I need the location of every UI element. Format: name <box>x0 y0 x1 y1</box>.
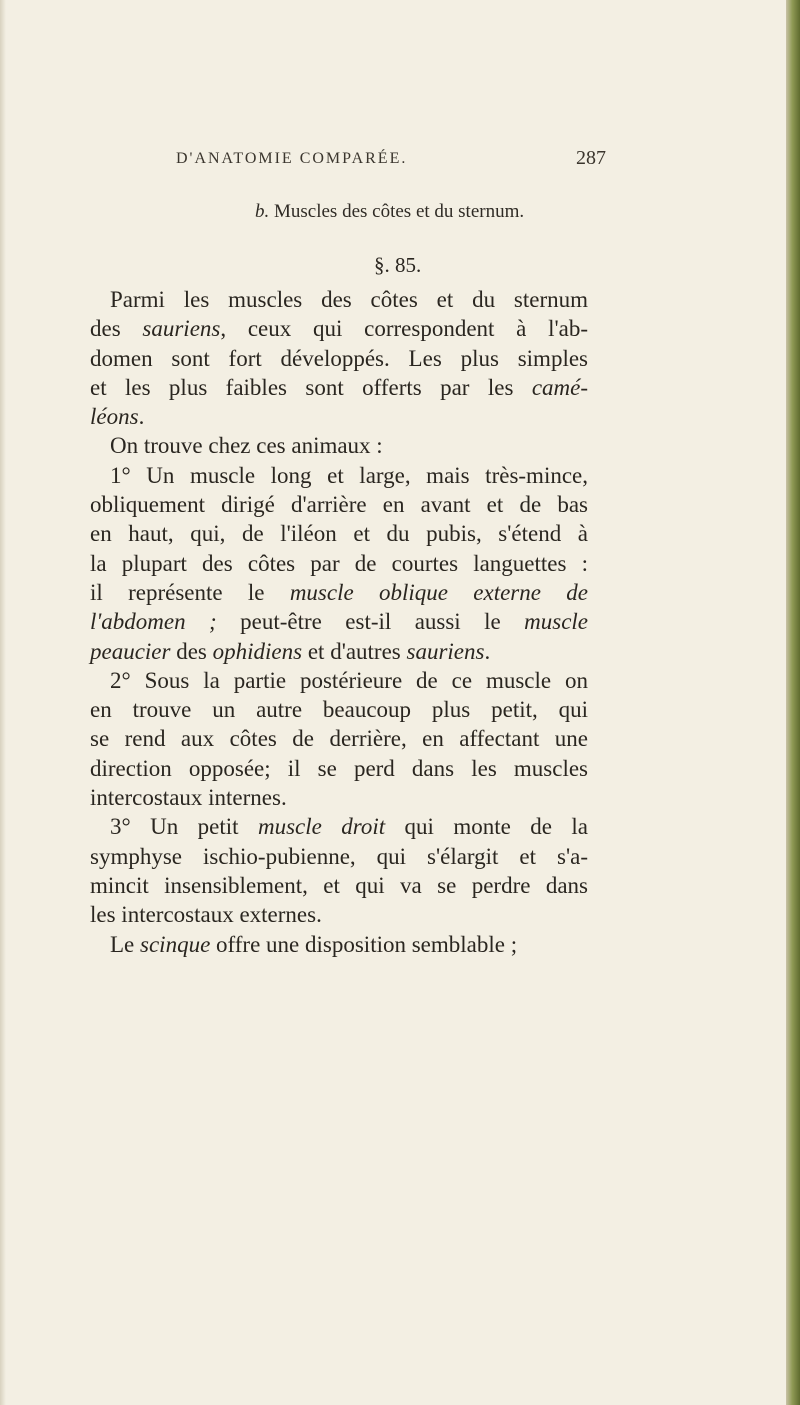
text-line: mincit insensiblement, et qui va se perdre dans <box>90 872 588 898</box>
italic-term: l'abdomen ; <box>90 609 217 635</box>
text-line: 2° Sous la partie postérieure de ce muscle on <box>110 667 588 693</box>
text-line: intercostaux internes. <box>90 785 287 811</box>
italic-term: ophidiens <box>212 638 303 664</box>
italic-term: muscle <box>524 609 589 635</box>
text-line: obliquement dirigé d'arrière en avant et de bas <box>90 492 588 518</box>
text-line: en trouve un autre beaucoup plus petit, qui <box>90 697 588 723</box>
text-line: Le scinque offre une disposition semblable ; <box>110 931 518 957</box>
page-number: 287 <box>576 147 606 169</box>
section-number: §. 85. <box>374 253 422 277</box>
text-line: l'abdomen ; peut-être est-il aussi le muscle <box>90 609 589 635</box>
book-spine-edge <box>786 0 800 1405</box>
italic-term: scinque <box>140 931 211 957</box>
subsection-text: Muscles des côtes et du sternum. <box>274 201 525 222</box>
italic-term: muscle oblique externe de <box>289 579 588 605</box>
text-line: il représente le muscle oblique externe de <box>90 579 588 605</box>
text-line: la plupart des côtes par de courtes languettes : <box>90 550 588 576</box>
page-left-edge <box>0 0 6 1405</box>
text-line: en haut, qui, de l'iléon et du pubis, s'étend à <box>90 521 588 547</box>
italic-term: sauriens <box>406 638 485 664</box>
text-line: léons. <box>90 404 145 430</box>
text-line: 1° Un muscle long et large, mais très-mince, <box>110 462 588 488</box>
text-line: 3° Un petit muscle droit qui monte de la <box>110 814 588 840</box>
italic-term: peaucier <box>90 638 171 664</box>
subsection-letter: b. <box>255 201 270 222</box>
body-text <box>90 285 588 959</box>
text-line: les intercostaux externes. <box>90 902 322 928</box>
italic-term: léons <box>90 404 139 430</box>
text-line: se rend aux côtes de derrière, en affectant une <box>90 726 588 752</box>
text-line: domen sont fort développés. Les plus simples <box>90 345 588 371</box>
text-line: et les plus faibles sont offerts par les camé- <box>90 374 588 400</box>
subsection-title <box>255 201 524 223</box>
text-line: On trouve chez ces animaux : <box>110 433 383 459</box>
text-line: symphyse ischio-pubienne, qui s'élargit et s'a- <box>90 843 588 869</box>
text-line: Parmi les muscles des côtes et du sternum <box>110 287 588 312</box>
italic-term: muscle droit <box>257 814 386 840</box>
running-title: D'ANATOMIE COMPARÉE. <box>176 150 408 167</box>
italic-term: camé- <box>531 374 588 400</box>
text-line: direction opposée; il se perd dans les muscles <box>90 755 588 781</box>
text-line: peaucier des ophidiens et d'autres sauriens. <box>90 638 491 664</box>
text-line: des sauriens, ceux qui correspondent à l'ab- <box>90 316 588 342</box>
italic-term: sauriens <box>142 316 221 342</box>
